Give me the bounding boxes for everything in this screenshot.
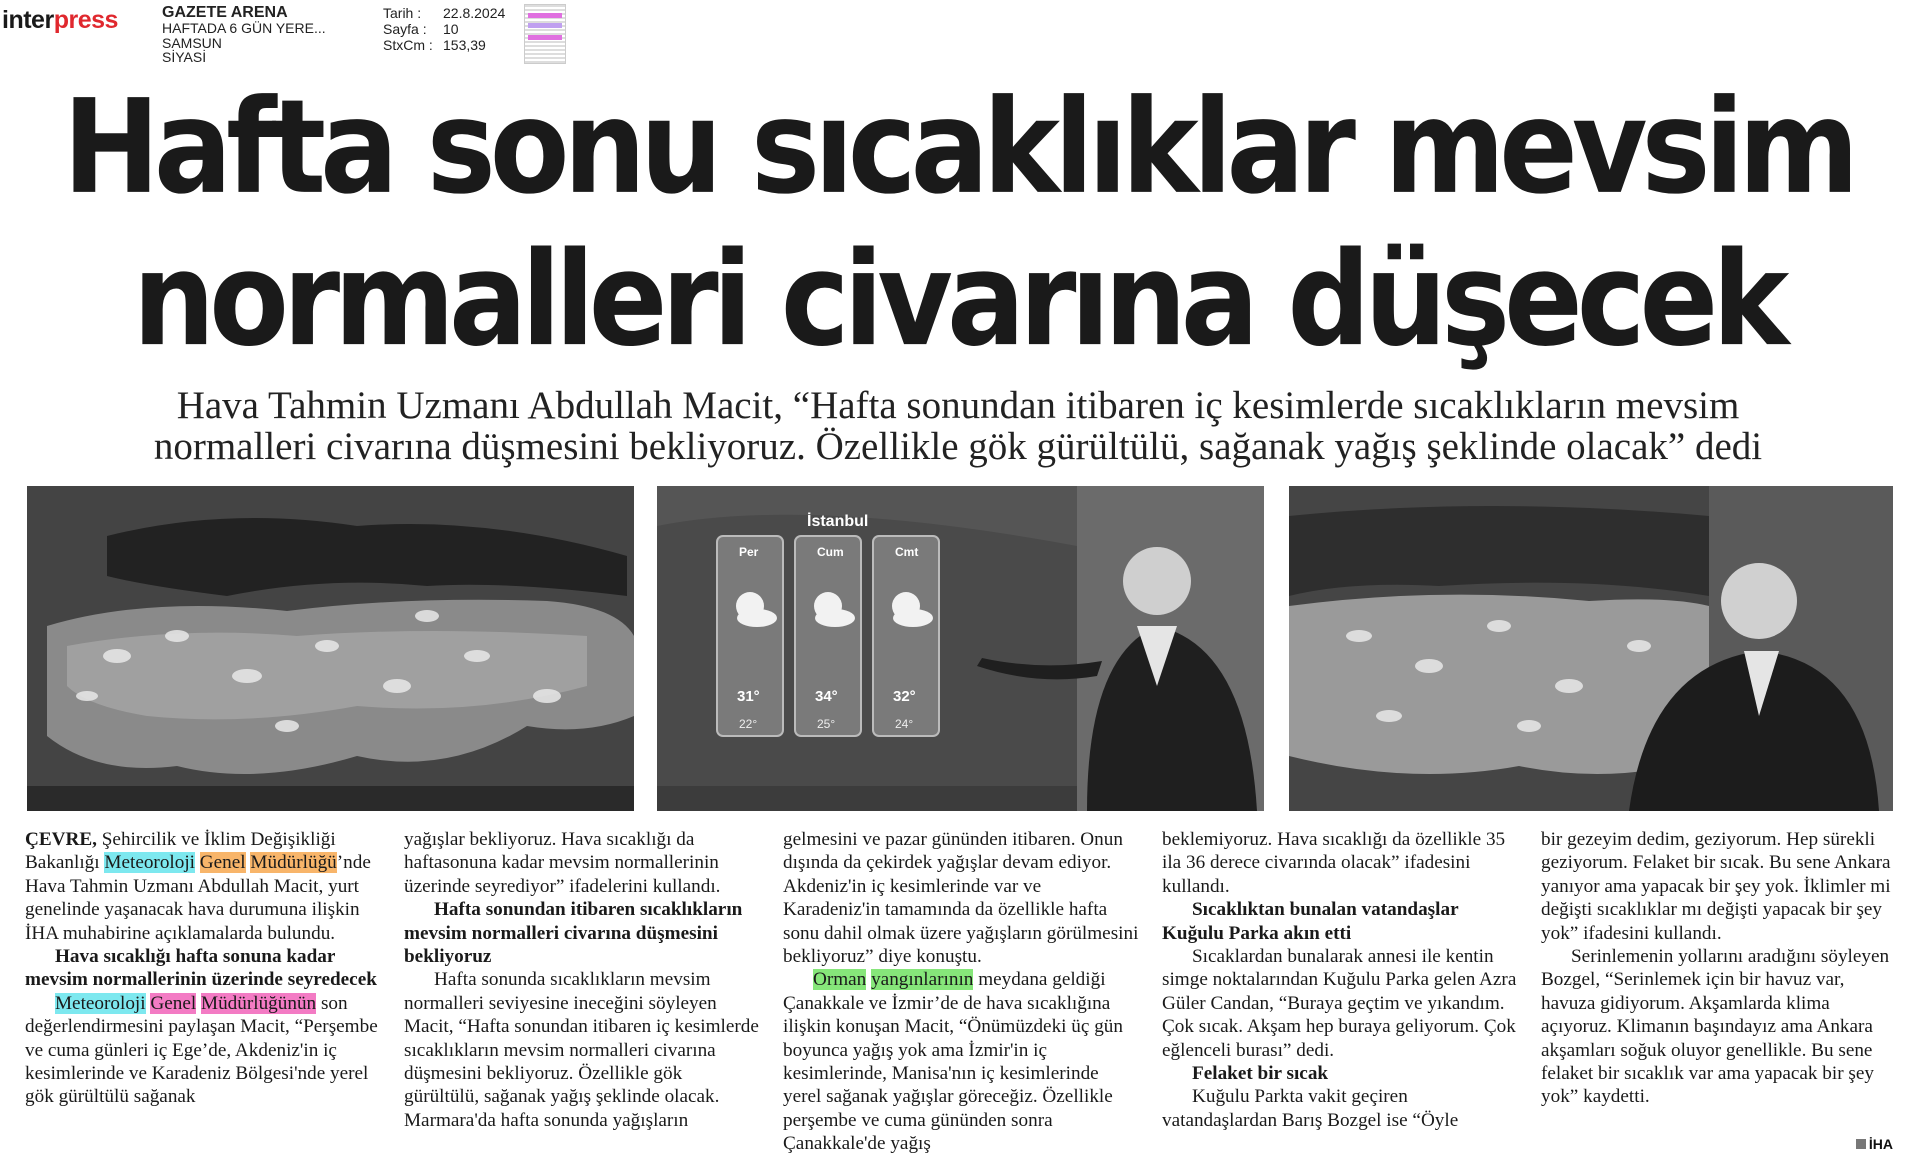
meta-key: StxCm : xyxy=(383,37,433,53)
highlight-term: Meteoroloji xyxy=(104,852,195,874)
highlight-term: yangınlarının xyxy=(871,969,974,991)
high-temp: 34° xyxy=(815,688,838,705)
clipping-header xyxy=(0,0,1914,70)
meta-value: 10 xyxy=(443,21,459,37)
article-column-2 xyxy=(404,828,761,1132)
day-label: Cmt xyxy=(895,545,919,559)
page-thumbnail xyxy=(524,4,566,64)
paragraph xyxy=(25,828,382,945)
subheadline xyxy=(18,385,1898,467)
publication-info xyxy=(162,5,326,65)
subheading: Hava sıcaklığı hafta sonuna kadar mevsim normallerinin üzerinde seyredecek xyxy=(25,946,377,991)
low-temp: 24° xyxy=(895,717,914,731)
clipping-meta xyxy=(383,5,505,53)
photo-forecaster-istanbul-screen xyxy=(657,486,1264,811)
paragraph xyxy=(783,968,1140,1155)
meta-row-date xyxy=(383,5,505,21)
text-run: ’nde Hava Tahmin Uzmanı Abdullah Macit, yurt genelinde yaşanacak hava durumuna ilişkin İHA muhabirine açıklamalarda bulundu. xyxy=(25,852,371,944)
highlight-term: Müdürlüğünün xyxy=(201,992,317,1014)
low-temp: 25° xyxy=(817,717,836,731)
paragraph: beklemiyoruz. Hava sıcaklığı da özellikle 35 ila 36 derece civarında olacak” ifadesini kullandı. xyxy=(1162,829,1506,897)
forecaster-map-image xyxy=(1289,486,1893,811)
headline-line-1: Hafta sonu sıcaklıklar mevsim xyxy=(62,72,1854,224)
meta-key: Tarih : xyxy=(383,5,422,21)
paragraph xyxy=(25,992,382,1109)
credit-square-icon xyxy=(1856,1139,1866,1149)
credit-text: İHA xyxy=(1868,1136,1893,1152)
highlight-term: Genel xyxy=(150,992,197,1014)
paragraph: yağışlar bekliyoruz. Hava sıcaklığı da haftasonuna kadar mevsim normallerinin üzerinde seyrediyor” ifadelerini kullandı. xyxy=(404,829,721,897)
publication-city: SAMSUN xyxy=(162,34,222,51)
text-run: Şehircilik ve İklim Değişikliği Bakanlığı xyxy=(25,829,336,874)
publication-frequency: HAFTADA 6 GÜN YERE... xyxy=(162,20,326,36)
day-label: Per xyxy=(739,545,759,559)
meta-row-stxcm xyxy=(383,37,505,53)
publication-category: SİYASİ xyxy=(162,49,207,65)
paragraph: Kuğulu Parkta vakit geçiren vatandaşlardan Barış Bozgel ise “Öyle xyxy=(1162,1086,1459,1131)
paragraph: Hafta sonunda sıcaklıkların mevsim normalleri seviyesine ineceğini söyleyen Macit, “Hafta sonundan itibaren iç kesimlerde sıcaklıkların mevsim normalleri civarına düşmesini bekliyoruz. Özellikle gök gürültülü, sağanak yağış şeklinde olacak. Marmara'da hafta sonunda yağışların xyxy=(404,969,759,1131)
day-label: Cum xyxy=(817,545,844,559)
weather-map-image xyxy=(27,486,634,811)
interpress-logo xyxy=(2,6,118,35)
high-temp: 31° xyxy=(737,688,760,705)
low-temp: 22° xyxy=(739,717,758,731)
meta-value: 153,39 xyxy=(443,37,486,53)
subheadline-line-1: Hava Tahmin Uzmanı Abdullah Macit, “Hafta sonundan itibaren iç kesimlerde sıcaklıkların mevsim xyxy=(176,384,1740,427)
paragraph: gelmesini ve pazar gününden itibaren. Onun dışında da çekirdek yağışlar devam ediyor. Akdeniz'in iç kesimlerinde var ve Karadeniz'in tamamında da özellikle hafta sonu dahil olmak üzere yağışların görülmesini bekliyoruz” diye konuştu. xyxy=(783,829,1139,968)
highlight-term: Meteoroloji xyxy=(55,992,146,1014)
forecast-screen-image xyxy=(657,486,1264,811)
headline xyxy=(18,72,1898,377)
paragraph: bir gezeyim dedim, geziyorum. Hep sürekli geziyorum. Felaket bir sıcak. Bu sene Ankara yanıyor ama yapacak bir şey yok. İklimler mi değişti sıcaklıklar mı değişti yapacak bir şey yok” ifadesini kullandı. xyxy=(1541,829,1891,944)
screen-city-label: İstanbul xyxy=(807,513,869,530)
subheading: Hafta sonundan itibaren sıcaklıkların mevsim normalleri civarına düşmesini bekliyoruz xyxy=(404,899,743,968)
meta-row-page xyxy=(383,21,505,37)
high-temp: 32° xyxy=(893,688,916,705)
article-column-3 xyxy=(783,828,1140,1156)
publication-name: GAZETE ARENA xyxy=(162,4,288,21)
highlight-term: Müdürlüğü xyxy=(250,852,337,874)
text-run: meydana geldiği Çanakkale ve İzmir’de de hava sıcaklığına ilişkin konuşan Macit, “Önümüzdeki üç gün boyunca yağış yok ama İzmir'in iç kesimlerinde, Manisa'nın iç kesimlerinde yerel sağanak yağışlar göreceğiz. Özellikle perşembe ve cuma gününden sonra Çanakkale'de yağış xyxy=(783,969,1123,1155)
photo-turkey-weather-map xyxy=(27,486,634,811)
logo-text: interpress xyxy=(2,6,118,34)
highlight-term: Orman xyxy=(813,969,867,991)
article-column-1 xyxy=(25,828,382,1109)
highlight-term: Genel xyxy=(199,852,246,874)
article-column-5 xyxy=(1541,828,1898,1109)
text-run: son değerlendirmesini paylaşan Macit, “Perşembe ve cuma günleri iç Ege’de, Akdeniz'in iç kesimlerinde ve Karadeniz Bölgesi'nde yerel gök gürültülü sağanak xyxy=(25,992,378,1108)
dateline: ÇEVRE, xyxy=(25,829,97,850)
headline-line-2: normalleri civarına düşecek xyxy=(132,224,1784,376)
photo-forecaster-map xyxy=(1289,486,1893,811)
paragraph: Sıcaklardan bunalarak annesi ile kentin simge noktalarından Kuğulu Parka gelen Azra Güler Candan, “Buraya geçtim ve yıkandım. Çok sıcak. Akşam hep buraya geliyorum. Çok eğlenceli burası” dedi. xyxy=(1162,946,1517,1061)
agency-credit xyxy=(1856,1136,1893,1152)
meta-key: Sayfa : xyxy=(383,21,427,37)
article-column-4 xyxy=(1162,828,1519,1132)
paragraph: Serinlemenin yollarını aradığını söyleyen Bozgel, “Serinlemek için bir havuz var, havuza gidiyorum. Akşamlarda klima açıyoruz. Klimanın başındayız ama Ankara akşamları soğuk oluyor genellikle. Bu sene felaket bir sıcaklık var ama yapacak bir şey yok” kaydetti. xyxy=(1541,946,1890,1108)
subheadline-line-2: normalleri civarına düşmesini bekliyoruz. Özellikle gök gürültülü, sağanak yağış şeklinde olacak” dedi xyxy=(153,425,1763,468)
subheading: Felaket bir sıcak xyxy=(1192,1063,1329,1085)
subheading: Sıcaklıktan bunalan vatandaşlar Kuğulu Parka akın etti xyxy=(1162,899,1459,944)
meta-value: 22.8.2024 xyxy=(443,5,506,21)
article-body xyxy=(25,828,1897,1170)
